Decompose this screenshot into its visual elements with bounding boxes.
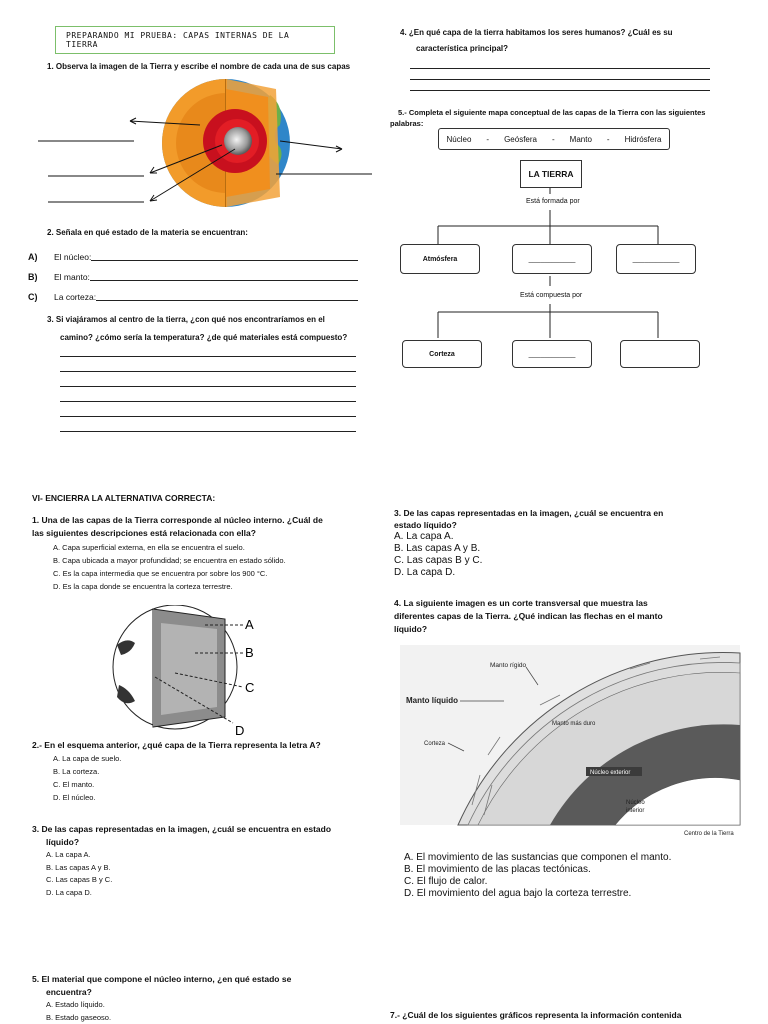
label-centro-tierra: Centro de la Tierra (684, 831, 734, 837)
answer-line[interactable] (91, 260, 358, 261)
earth-section-figure (95, 605, 275, 740)
label-nucleo-exterior: Núcleo exterior (590, 770, 631, 776)
option-b[interactable]: B. La corteza. (53, 767, 100, 776)
word-separator: - (486, 134, 490, 144)
option-d[interactable]: D. El núcleo. (53, 793, 96, 802)
option-d[interactable]: D. La capa D. (46, 887, 92, 897)
vi-question-5-options (46, 998, 111, 1024)
concept-box-blank[interactable]: ____________ (616, 244, 696, 274)
fig-label-a: A (245, 617, 254, 632)
vi-question-3-line-1: 3. De las capas representadas en la imagen, ¿cuál se encuentra en estado (32, 824, 332, 834)
vi-question-3-line-2: líquido? (46, 837, 80, 847)
option-b[interactable]: B. Las capas A y B. (394, 543, 481, 554)
concept-box-blank[interactable] (620, 340, 700, 368)
question-2-item-c (28, 283, 358, 303)
vi-question-2-text: 2.- En el esquema anterior, ¿qué capa de la Tierra representa la letra A? (32, 740, 321, 750)
cross-section-diagram (400, 645, 745, 840)
rb-question-3-line-1: 3. De las capas representadas en la imagen, ¿cuál se encuentra en (394, 508, 664, 518)
option-a[interactable]: A. La capa de suelo. (53, 754, 122, 763)
rb-question-4-line-3: líquido? (394, 624, 428, 634)
word-hidrosfera: Hidrósfera (624, 134, 662, 144)
earth-layers-figure (30, 75, 380, 215)
word-bank (438, 128, 670, 150)
question-5-line-1: 5.- Completa el siguiente mapa conceptual de las capas de la Tierra con las siguientes (398, 108, 706, 117)
concept-box-blank[interactable]: ____________ (512, 244, 592, 274)
word-nucleo: Núcleo (446, 134, 472, 144)
answer-line[interactable] (90, 280, 358, 281)
option-b[interactable]: B. Estado gaseoso. (46, 1013, 112, 1022)
question-2-text: 2. Señala en qué estado de la materia se encuentran: (47, 228, 248, 237)
worksheet-title: PREPARANDO MI PRUEBA: CAPAS INTERNAS DE LA TIERRA (55, 26, 335, 54)
label-nucleo-interior: Núcleo (626, 800, 645, 806)
concept-box-blank[interactable]: ____________ (512, 340, 592, 368)
option-d[interactable]: D. Es la capa donde se encuentra la corteza terrestre. (53, 582, 233, 591)
rb-question-3-line-2: estado líquido? (394, 520, 457, 530)
section-vi-heading: VI- ENCIERRA LA ALTERNATIVA CORRECTA: (32, 493, 216, 503)
question-4-answer-lines[interactable] (410, 62, 710, 91)
vi-question-1-line-1: 1. Una de las capas de la Tierra corresponde al núcleo interno. ¿Cuál de (32, 515, 323, 525)
concept-box-corteza: Corteza (402, 340, 482, 368)
concept-link-2: Está compuesta por (520, 292, 583, 299)
word-manto: Manto (569, 134, 592, 144)
answer-line[interactable] (96, 300, 358, 301)
option-d[interactable]: D. La capa D. (394, 567, 456, 578)
option-b[interactable]: B. Las capas A y B. (46, 862, 111, 872)
concept-root-box: LA TIERRA (520, 160, 582, 188)
concept-box-atmosfera: Atmósfera (400, 244, 480, 274)
item-letter: B) (28, 271, 38, 282)
label-manto-duro: Manto más duro (552, 721, 596, 727)
option-c[interactable]: C. El manto. (53, 780, 95, 789)
item-letter: C) (28, 291, 38, 302)
word-separator: - (551, 134, 555, 144)
question-4-line-1: 4. ¿En qué capa de la tierra habitamos los seres humanos? ¿Cuál es su (400, 28, 673, 37)
option-a[interactable]: A. La capa A. (394, 531, 454, 542)
vi-question-3-options (46, 849, 112, 899)
option-c[interactable]: C. El flujo de calor. (404, 876, 488, 887)
fig-label-c: C (245, 680, 255, 695)
rb-question-4-options (404, 852, 671, 900)
label-corteza: Corteza (424, 741, 446, 747)
question-3-line-1: 3. Si viajáramos al centro de la tierra, ¿con qué nos encontraríamos en el (47, 315, 325, 324)
option-a[interactable]: A. Capa superficial externa, en ella se encuentra el suelo. (53, 543, 245, 552)
option-c[interactable]: C. Es la capa intermedia que se encuentra por sobre los 900 °C. (53, 569, 268, 578)
vi-question-5-line-2: encuentra? (46, 987, 92, 997)
concept-link-1: Está formada por (526, 198, 580, 205)
fig-label-d: D (235, 723, 245, 738)
question-2-item-b (28, 263, 358, 283)
vi-question-2-options (53, 752, 121, 804)
rb-question-7-text: 7.- ¿Cuál de los siguientes gráficos representa la información contenida (390, 1010, 682, 1020)
option-a[interactable]: A. El movimiento de las sustancias que componen el manto. (404, 852, 672, 863)
option-d[interactable]: D. El movimiento del agua bajo la corteza terrestre. (404, 888, 632, 899)
gray-globe (113, 605, 237, 729)
label-nucleo-interior-2: interior (626, 808, 645, 814)
option-a[interactable]: A. La capa A. (46, 850, 91, 859)
option-b[interactable]: B. Capa ubicada a mayor profundidad; se encuentra en estado sólido. (53, 556, 286, 565)
item-label: El manto: (54, 272, 90, 283)
option-c[interactable]: C. Las capas B y C. (46, 875, 113, 884)
label-manto-rigido: Manto rígido (490, 662, 527, 669)
question-5-line-2: palabras: (390, 119, 424, 128)
question-2-list (28, 243, 358, 303)
question-4-line-2: característica principal? (416, 44, 509, 53)
rb-question-4-line-2: diferentes capas de la Tierra. ¿Qué indican las flechas en el manto (394, 611, 663, 621)
item-label: El núcleo: (54, 252, 92, 263)
question-3-answer-lines[interactable] (60, 350, 356, 432)
rb-question-3-options (394, 531, 482, 579)
item-label: La corteza: (54, 292, 97, 303)
vi-question-1-line-2: las siguientes descripciones está relacionada con ella? (32, 528, 256, 538)
question-1-text: 1. Observa la imagen de la Tierra y escribe el nombre de cada una de sus capas (47, 62, 351, 71)
rb-question-4-line-1: 4. La siguiente imagen es un corte transversal que muestra las (394, 598, 648, 608)
question-2-item-a (28, 243, 358, 263)
question-3-line-2: camino? ¿cómo sería la temperatura? ¿de qué materiales está compuesto? (60, 333, 348, 342)
word-geosfera: Geósfera (504, 134, 537, 144)
earth-globe (162, 79, 290, 207)
option-c[interactable]: C. Las capas B y C. (394, 555, 483, 566)
word-separator: - (606, 134, 610, 144)
label-manto-liquido: Manto líquido (406, 696, 458, 705)
vi-question-1-options (53, 541, 286, 593)
option-a[interactable]: A. Estado líquido. (46, 1000, 105, 1009)
item-letter: A) (28, 251, 38, 262)
option-b[interactable]: B. El movimiento de las placas tectónicas. (404, 864, 591, 875)
vi-question-5-line-1: 5. El material que compone el núcleo interno, ¿en qué estado se (32, 974, 292, 984)
fig-label-b: B (245, 645, 254, 660)
